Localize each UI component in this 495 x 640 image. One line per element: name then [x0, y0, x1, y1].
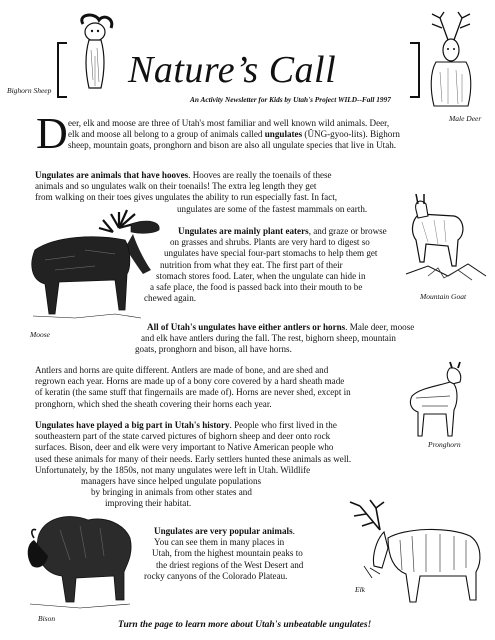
caption-bighorn-sheep: Bighorn Sheep — [7, 86, 52, 95]
caption-pronghorn: Pronghorn — [428, 440, 461, 449]
popular-heading: Ungulates are very popular animals — [154, 526, 293, 536]
caption-mountain-goat: Mountain Goat — [420, 292, 467, 301]
antlers-paragraph: All of Utah's ungulates have either antlers or horns. Male deer, moose and elk have antlers during the fall. The rest, bighorn sheep, mountain goats, pronghorn and bison, all have horns. — [135, 322, 415, 355]
bighorn-sheep-illustration — [55, 10, 135, 90]
intro-line: sheep, mountain goats, pronghorn and bison are also all ungulate species that live in Utah. — [68, 140, 397, 151]
intro-line: eer, elk and moose are three of Utah's most familiar and well known wild animals. Deer, — [68, 118, 390, 128]
popular-paragraph: Ungulates are very popular animals. You can see them in many places in Utah, from the highest mountain peaks to the driest regions of the West Desert and rocky canyons of the Colorado Plateau. — [144, 526, 304, 581]
hooves-paragraph: Ungulates are animals that have hooves. Hooves are really the toenails of these animals and so ungulates walk on their toenails! The extra leg length they get from walking on their toes gives ungulates the ability to run especially fast. In fact, ungulates are some of the fastest mammals on earth. — [35, 170, 368, 214]
newsletter-subtitle: An Activity Newsletter for Kids by Utah's Project WILD--Fall 1997 — [190, 95, 391, 104]
term-ungulates: ungulates — [264, 129, 303, 140]
hooves-heading: Ungulates are animals that have hooves — [35, 170, 189, 180]
intro-paragraph — [68, 118, 400, 152]
plants-heading: Ungulates are mainly plant eaters — [178, 226, 309, 236]
caption-male-deer: Male Deer — [449, 114, 482, 123]
frame-left-bottom — [57, 96, 67, 98]
caption-elk: Elk — [355, 585, 365, 594]
antlers-heading: All of Utah's ungulates have either antlers or horns — [147, 322, 346, 332]
intro-line: elk and moose all belong to a group of animals called ungulates (ŬNG-gyoo-lits). Bighorn — [68, 129, 400, 140]
bison-illustration — [20, 500, 145, 612]
history-heading: Ungulates have played a big part in Utah's history — [35, 420, 230, 430]
intro-drop-cap: D — [36, 109, 68, 158]
male-deer-illustration — [418, 12, 483, 107]
plants-paragraph: Ungulates are mainly plant eaters, and graze or browse on grasses and shrubs. Plants are very hard to digest so ungulates have special four-part stomachs to help them get nutrition from what they eat. The first part of their stomach stores food. Later, when the ungulate can hide in a safe place, the food is passed back into their mouth to be chewed again. — [144, 226, 387, 304]
footer-teaser: Turn the page to learn more about Utah's unbeatable ungulates! — [118, 620, 372, 630]
caption-bison: Bison — [38, 614, 56, 623]
pronghorn-illustration — [402, 362, 482, 440]
history-paragraph: Ungulates have played a big part in Utah's history. People who first lived in the southeastern part of the state carved pictures of bighorn sheep and deer onto rock surfaces. Bison, deer and elk were very important to Native American people who used these animals for many of their needs. Early settlers hunted these animals as well. Unfortunately, by the 1850s, not many ungulates were left in Utah. Wildlife managers have since helped ungulate populations by bringing in animals from other states and improving their habitat. — [35, 420, 352, 509]
difference-paragraph: Antlers and horns are quite different. Antlers are made of bone, and are shed and regrown each year. Horns are made up of a bony core covered by a hard sheath made of keratin (the same stuff that fingernails are made of). Horns are never shed, except in pronghorn, which shed the sheath covering their horns each year. — [35, 365, 351, 409]
newsletter-title: Nature’s Call — [128, 49, 337, 91]
mountain-goat-illustration — [398, 192, 488, 284]
caption-moose: Moose — [30, 330, 50, 339]
moose-illustration — [15, 210, 165, 325]
